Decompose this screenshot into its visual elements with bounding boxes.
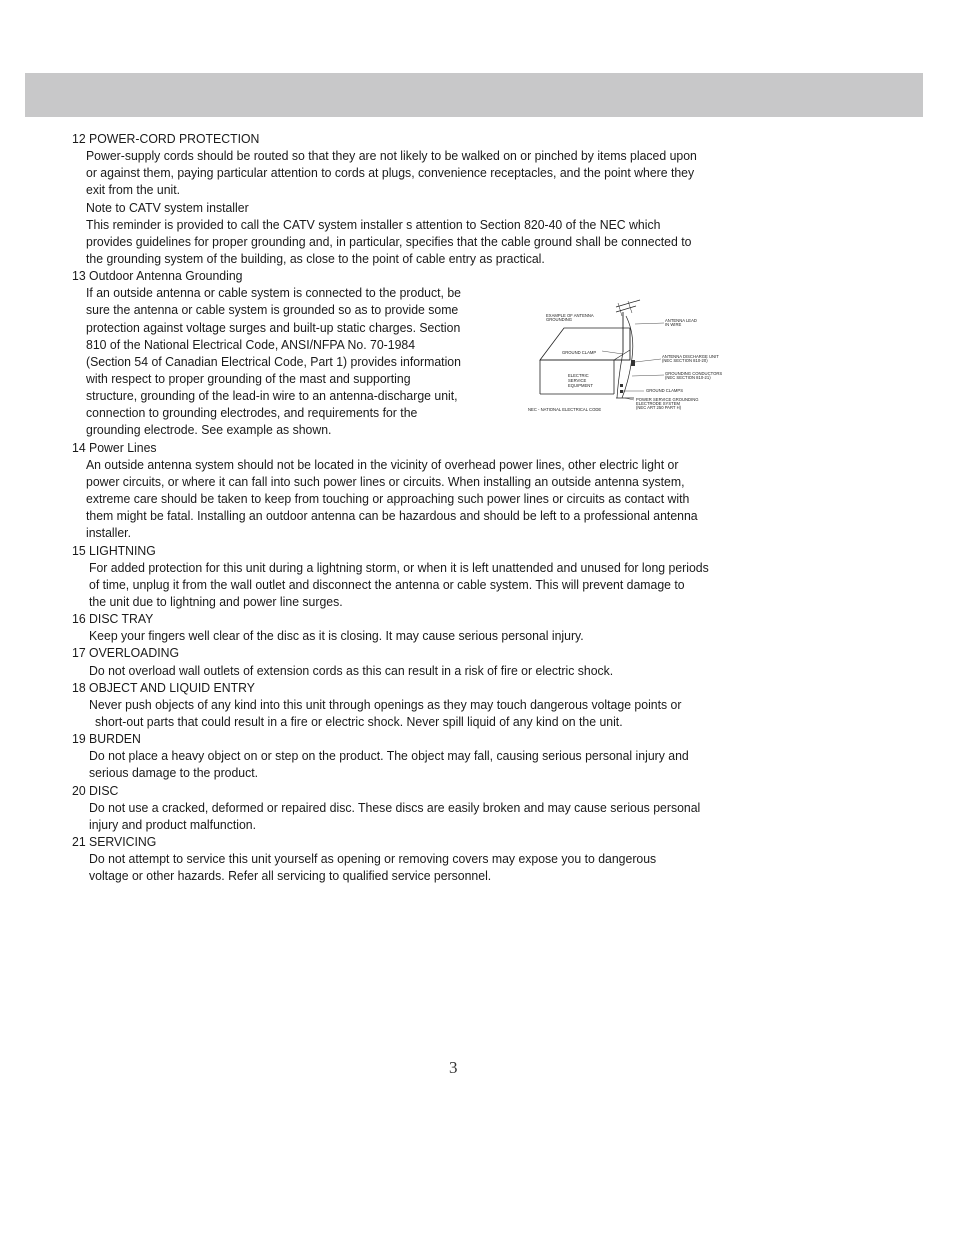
section-heading: 17 OVERLOADING <box>72 645 180 660</box>
body-text: the grounding system of the building, as close to the point of cable entry as practical. <box>86 251 545 266</box>
diagram-label: SERVICE <box>568 378 587 383</box>
diagram-label: (NEC SECTION 810-20) <box>662 358 708 363</box>
diagram-label: ELECTRIC <box>568 373 589 378</box>
body-text: Keep your fingers well clear of the disc as it is closing. It may cause serious personal injury. <box>89 628 584 643</box>
body-text: serious damage to the product. <box>89 765 259 780</box>
body-text: voltage or other hazards. Refer all servicing to qualified service personnel. <box>89 868 492 883</box>
body-text: short-out parts that could result in a fire or electric shock. Never spill liquid of any kind on the unit. <box>95 714 623 729</box>
body-text: of time, unplug it from the wall outlet and disconnect the antenna or cable system. This will prevent damage to <box>89 577 685 592</box>
section-heading: 18 OBJECT AND LIQUID ENTRY <box>72 680 255 695</box>
body-text: For added protection for this unit during a lightning storm, or when it is left unattended and unused for long periods <box>89 560 709 575</box>
body-text: or against them, paying particular attention to cords at plugs, convenience receptacles, and the point where they <box>86 165 695 180</box>
body-text: exit from the unit. <box>86 182 181 197</box>
body-text: Never push objects of any kind into this unit through openings as they may touch dangerous voltage points or <box>89 697 682 712</box>
section-heading: 19 BURDEN <box>72 731 141 746</box>
body-text: Power-supply cords should be routed so that they are not likely to be walked on or pinched by items placed upon <box>86 148 697 163</box>
section-heading: 15 LIGHTNING <box>72 543 156 558</box>
section-heading: 14 Power Lines <box>72 440 157 455</box>
section-heading: 12 POWER-CORD PROTECTION <box>72 131 260 146</box>
diagram-label: ANTENNA LEAD <box>665 318 697 323</box>
diagram-label: (NEC ART 250 PART H) <box>636 405 681 410</box>
diagram-label: EXAMPLE OF ANTENNA <box>546 313 594 318</box>
diagram-label: ELECTRODE SYSTEM <box>636 401 680 406</box>
diagram-label: NEC - NATIONAL ELECTRICAL CODE <box>528 407 602 412</box>
ground-clamp-icon <box>620 390 623 393</box>
body-text: Note to CATV system installer <box>86 200 249 215</box>
section-heading: 21 SERVICING <box>72 834 157 849</box>
diagram-label: POWER SERVICE GROUNDING <box>636 397 699 402</box>
body-text: 810 of the National Electrical Code, ANSI/NFPA No. 70-1984 <box>86 337 416 352</box>
body-text: power circuits, or where it can fall into such power lines or circuits. When installing an outside antenna system, <box>86 474 685 489</box>
antenna-grounding-diagram <box>522 298 734 420</box>
body-text: An outside antenna system should not be located in the vicinity of overhead power lines, other electric light or <box>86 457 679 472</box>
discharge-unit-icon <box>631 360 635 366</box>
diagram-label: ANTENNA DISCHARGE UNIT <box>662 354 719 359</box>
diagram-label: GROUNDING <box>546 317 573 322</box>
diagram-label: EQUIPMENT <box>568 383 593 388</box>
body-text: protection against voltage surges and built-up static charges. Section <box>86 320 461 335</box>
body-text: Do not place a heavy object on or step on the product. The object may fall, causing serious personal injury and <box>89 748 689 763</box>
body-text: the unit due to lightning and power line surges. <box>89 594 343 609</box>
body-text: Do not attempt to service this unit yourself as opening or removing covers may expose you to dangerous <box>89 851 657 866</box>
diagram-label: GROUND CLAMPS <box>646 388 683 393</box>
page-number: 3 <box>449 1058 458 1077</box>
section-heading: 16 DISC TRAY <box>72 611 154 626</box>
body-text: If an outside antenna or cable system is connected to the product, be <box>86 285 461 300</box>
diagram-label: IN WIRE <box>665 322 682 327</box>
house-roof <box>540 328 630 360</box>
body-text: installer. <box>86 525 132 540</box>
diagram-label: GROUND CLAMP <box>562 350 597 355</box>
body-text: structure, grounding of the lead-in wire to an antenna-discharge unit, <box>86 388 458 403</box>
body-text: sure the antenna or cable system is grounded so as to provide some <box>86 302 459 317</box>
body-text: provides guidelines for proper grounding and, in particular, specifies that the cable ground shall be connected to <box>86 234 692 249</box>
body-text: connection to grounding electrodes, and requirements for the <box>86 405 418 420</box>
diagram-label: GROUNDING CONDUCTORS <box>665 371 723 376</box>
body-text: extreme care should be taken to keep from touching or approaching such power lines or circuits as contact with <box>86 491 690 506</box>
body-text: Do not overload wall outlets of extension cords as this can result in a risk of fire or electric shock. <box>89 663 614 678</box>
body-text: them might be fatal. Installing an outdoor antenna can be hazardous and should be left to a professional antenna <box>86 508 698 523</box>
header-band <box>25 73 923 117</box>
body-text: (Section 54 of Canadian Electrical Code, Part 1) provides information <box>86 354 461 369</box>
section-heading: 20 DISC <box>72 783 119 798</box>
body-text: Do not use a cracked, deformed or repaired disc. These discs are easily broken and may cause serious personal <box>89 800 701 815</box>
body-text: This reminder is provided to call the CATV system installer s attention to Section 820-40 of the NEC which <box>86 217 661 232</box>
body-text: grounding electrode. See example as shown. <box>86 422 332 437</box>
body-text: injury and product malfunction. <box>89 817 257 832</box>
diagram-label: (NEC SECTION 810-21) <box>665 375 711 380</box>
section-heading: 13 Outdoor Antenna Grounding <box>72 268 243 283</box>
body-text: with respect to proper grounding of the mast and supporting <box>86 371 411 386</box>
